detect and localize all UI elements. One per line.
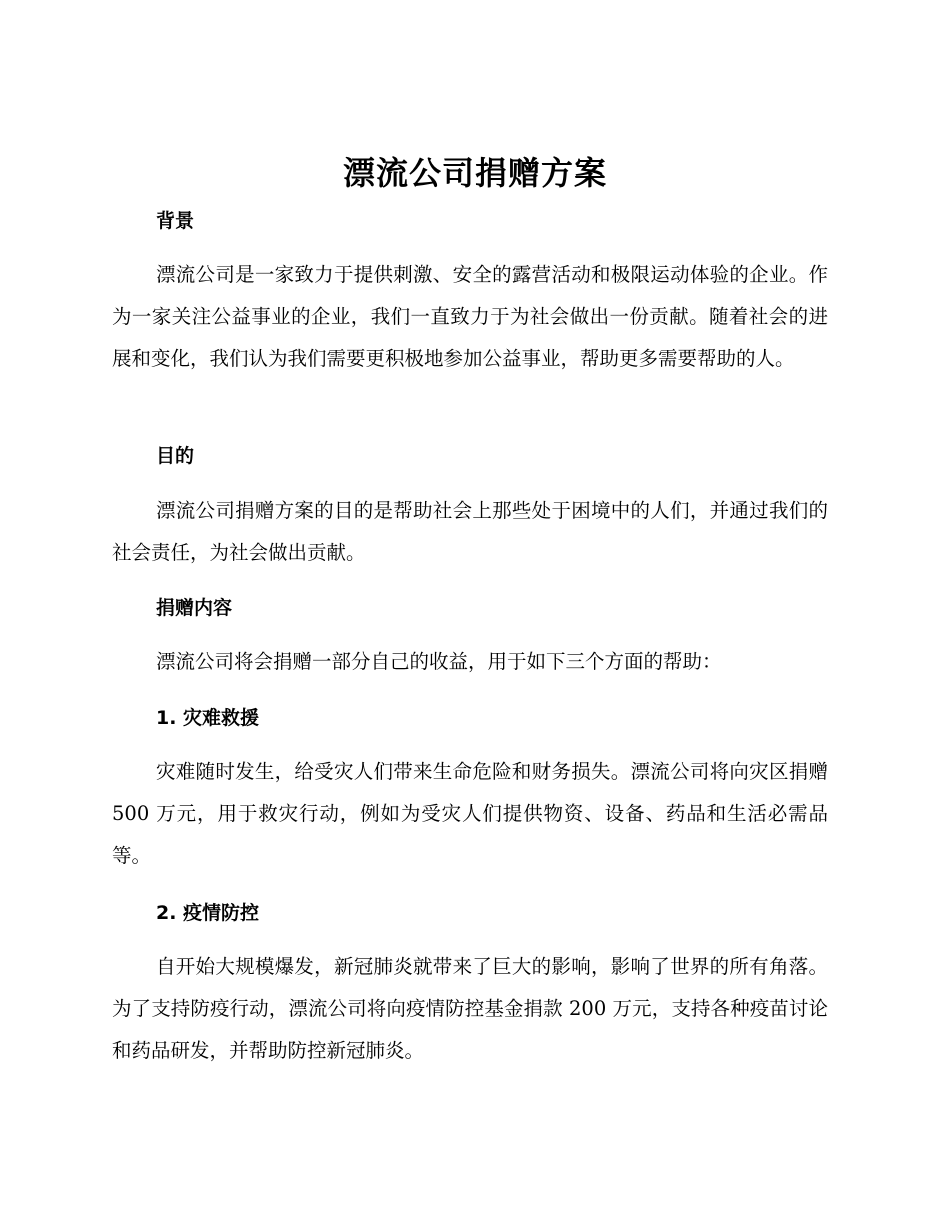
section-heading-background: 背景 (156, 210, 195, 232)
section-heading-disaster-relief: 1. 灾难救援 (156, 707, 260, 729)
section-paragraph-epidemic-control: 自开始大规模爆发，新冠肺炎就带来了巨大的影响，影响了世界的所有角落。为了支持防疫行动，漂流公司将向疫情防控基金捐款 200 万元，支持各种疫苗讨论和药品研发，并帮助防控新冠肺炎。 (112, 955, 828, 1062)
section-heading-epidemic-control: 2. 疫情防控 (156, 902, 260, 924)
document-title: 漂流公司捐赠方案 (342, 154, 607, 192)
section-heading-donation-content: 捐赠内容 (156, 597, 233, 619)
section-heading-purpose: 目的 (156, 445, 195, 467)
section-paragraph-disaster-relief: 灾难随时发生，给受灾人们带来生命危险和财务损失。漂流公司将向灾区捐赠 500 万元，用于救灾行动，例如为受灾人们提供物资、设备、药品和生活必需品等。 (112, 760, 828, 867)
section-paragraph-background: 漂流公司是一家致力于提供刺激、安全的露营活动和极限运动体验的企业。作为一家关注公益事业的企业，我们一直致力于为社会做出一份贡献。随着社会的进展和变化，我们认为我们需要更积极地参加公益事业，帮助更多需要帮助的人。 (112, 263, 828, 370)
section-paragraph-purpose: 漂流公司捐赠方案的目的是帮助社会上那些处于困境中的人们，并通过我们的社会责任，为社会做出贡献。 (112, 499, 828, 564)
section-paragraph-donation-content: 漂流公司将会捐赠一部分自己的收益，用于如下三个方面的帮助： (156, 650, 722, 673)
